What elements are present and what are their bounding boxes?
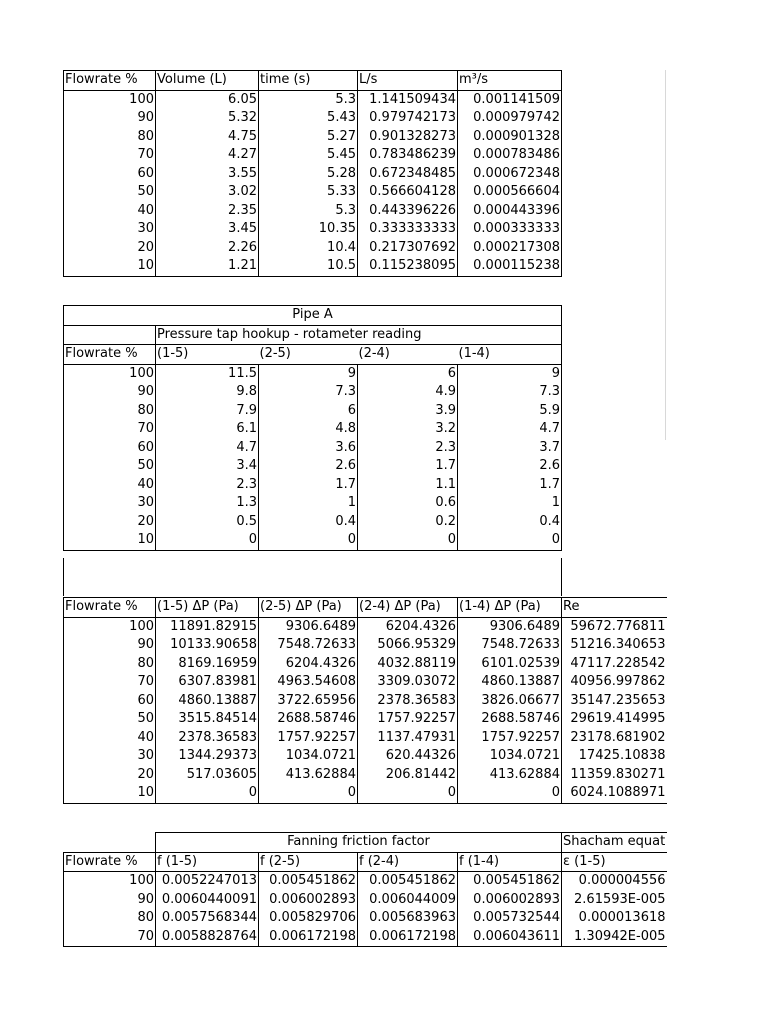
- header-cell: (2-4) ΔP (Pa): [358, 598, 458, 618]
- value-cell: 6101.02539: [458, 655, 562, 674]
- table-row: [64, 692, 667, 711]
- table-row: [64, 90, 562, 109]
- value-cell: 0.000783486: [458, 146, 562, 165]
- flowrate-cell: 30: [64, 747, 156, 766]
- value-cell: 0: [259, 784, 358, 803]
- value-cell: 5.3: [259, 202, 358, 221]
- value-cell: 3309.03072: [358, 673, 458, 692]
- value-cell: 2.61593E-005: [562, 891, 667, 910]
- value-cell: 5.3: [259, 90, 358, 109]
- flowrate-cell: 70: [64, 146, 156, 165]
- pipe-subtitle-row: [64, 325, 562, 345]
- table-row: [64, 747, 667, 766]
- value-cell: 3.7: [458, 439, 562, 458]
- value-cell: 0.005451862: [259, 872, 358, 891]
- value-cell: 2.3: [358, 439, 458, 458]
- header-cell: Flowrate %: [64, 71, 156, 91]
- value-cell: 9: [458, 364, 562, 383]
- table-row: [64, 457, 562, 476]
- value-cell: 0.901328273: [358, 128, 458, 147]
- value-cell: 620.44326: [358, 747, 458, 766]
- header-cell: Re: [562, 598, 667, 618]
- flowrate-cell: 90: [64, 891, 156, 910]
- value-cell: 0: [458, 784, 562, 803]
- value-cell: 35147.235653: [562, 692, 667, 711]
- table-row: [64, 784, 667, 803]
- value-cell: 2378.36583: [156, 729, 259, 748]
- value-cell: 1344.29373: [156, 747, 259, 766]
- value-cell: 6307.83981: [156, 673, 259, 692]
- value-cell: 0.333333333: [358, 220, 458, 239]
- pipe-a-table-body: [64, 364, 562, 550]
- value-cell: 5.33: [259, 183, 358, 202]
- table-row: [64, 146, 562, 165]
- table-row: [64, 128, 562, 147]
- flowrate-cell: 80: [64, 909, 156, 928]
- value-cell: 0.000333333: [458, 220, 562, 239]
- value-cell: 29619.414995: [562, 710, 667, 729]
- table-row: [64, 364, 562, 383]
- value-cell: 0.5: [156, 513, 259, 532]
- fanning-title-row: [64, 833, 667, 853]
- value-cell: 1034.0721: [259, 747, 358, 766]
- value-cell: 2.6: [458, 457, 562, 476]
- value-cell: 0.443396226: [358, 202, 458, 221]
- value-cell: 4.7: [458, 420, 562, 439]
- table-row: [64, 202, 562, 221]
- value-cell: 0.000115238: [458, 257, 562, 276]
- value-cell: 23178.681902: [562, 729, 667, 748]
- header-cell: f (2-5): [259, 852, 358, 872]
- value-cell: 0.000443396: [458, 202, 562, 221]
- header-cell: Volume (L): [156, 71, 259, 91]
- pressure-drop-table: [63, 597, 667, 804]
- value-cell: 10.35: [259, 220, 358, 239]
- value-cell: 0.005829706: [259, 909, 358, 928]
- value-cell: 9306.6489: [259, 617, 358, 636]
- header-cell: (2-5): [259, 345, 358, 365]
- value-cell: 0: [259, 531, 358, 550]
- value-cell: 6204.4326: [358, 617, 458, 636]
- value-cell: 11.5: [156, 364, 259, 383]
- header-cell: m³/s: [458, 71, 562, 91]
- value-cell: 5.45: [259, 146, 358, 165]
- header-cell: (1-5) ΔP (Pa): [156, 598, 259, 618]
- value-cell: 0.115238095: [358, 257, 458, 276]
- value-cell: 0.566604128: [358, 183, 458, 202]
- value-cell: 0.672348485: [358, 165, 458, 184]
- table-row: [64, 239, 562, 258]
- header-cell: f (1-5): [156, 852, 259, 872]
- table-row: [64, 909, 667, 928]
- value-cell: 1757.92257: [458, 729, 562, 748]
- table-row: [64, 766, 667, 785]
- table-row: [64, 729, 667, 748]
- value-cell: 4.75: [156, 128, 259, 147]
- flowrate-cell: 60: [64, 439, 156, 458]
- value-cell: 5.32: [156, 109, 259, 128]
- value-cell: 6204.4326: [259, 655, 358, 674]
- value-cell: 1.7: [458, 476, 562, 495]
- value-cell: 3.2: [358, 420, 458, 439]
- value-cell: 1.7: [259, 476, 358, 495]
- value-cell: 1034.0721: [458, 747, 562, 766]
- value-cell: 4032.88119: [358, 655, 458, 674]
- value-cell: 0.4: [259, 513, 358, 532]
- value-cell: 7.3: [259, 383, 358, 402]
- value-cell: 1.1: [358, 476, 458, 495]
- flowrate-cell: 100: [64, 872, 156, 891]
- value-cell: 1: [259, 494, 358, 513]
- value-cell: 0.006043611: [458, 928, 562, 947]
- shacham-title: Shacham equat: [562, 833, 667, 853]
- value-cell: 4860.13887: [156, 692, 259, 711]
- value-cell: 0.979742173: [358, 109, 458, 128]
- value-cell: 0.000566604: [458, 183, 562, 202]
- value-cell: 7548.72633: [259, 636, 358, 655]
- value-cell: 206.81442: [358, 766, 458, 785]
- value-cell: 0: [358, 531, 458, 550]
- value-cell: 10133.90658: [156, 636, 259, 655]
- flowrate-cell: 30: [64, 494, 156, 513]
- value-cell: 0.000013618: [562, 909, 667, 928]
- value-cell: 0.006002893: [259, 891, 358, 910]
- flowrate-cell: 60: [64, 692, 156, 711]
- value-cell: 3.9: [358, 402, 458, 421]
- value-cell: 4860.13887: [458, 673, 562, 692]
- value-cell: 3.55: [156, 165, 259, 184]
- header-cell: (1-4) ΔP (Pa): [458, 598, 562, 618]
- flowrate-cell: 10: [64, 257, 156, 276]
- header-cell: f (2-4): [358, 852, 458, 872]
- value-cell: 0.000217308: [458, 239, 562, 258]
- value-cell: 0: [156, 531, 259, 550]
- value-cell: 3.45: [156, 220, 259, 239]
- pipe-title: Pipe A: [64, 306, 562, 326]
- value-cell: 9306.6489: [458, 617, 562, 636]
- value-cell: 0: [156, 784, 259, 803]
- flowrate-cell: 100: [64, 364, 156, 383]
- value-cell: 2.3: [156, 476, 259, 495]
- value-cell: 3.6: [259, 439, 358, 458]
- value-cell: 0.001141509: [458, 90, 562, 109]
- value-cell: 11359.830271: [562, 766, 667, 785]
- value-cell: 40956.997862: [562, 673, 667, 692]
- flowrate-cell: 80: [64, 402, 156, 421]
- blank-cell: [64, 325, 156, 345]
- value-cell: 47117.228542: [562, 655, 667, 674]
- value-cell: 1.30942E-005: [562, 928, 667, 947]
- flowrate-cell: 50: [64, 710, 156, 729]
- flowrate-cell: 70: [64, 420, 156, 439]
- value-cell: 413.62884: [458, 766, 562, 785]
- value-cell: 5.27: [259, 128, 358, 147]
- table-header-row: [64, 852, 667, 872]
- value-cell: 6024.1088971: [562, 784, 667, 803]
- table-header-row: [64, 345, 562, 365]
- value-cell: 1: [458, 494, 562, 513]
- flowrate-cell: 70: [64, 928, 156, 947]
- value-cell: 0.0057568344: [156, 909, 259, 928]
- value-cell: 6.05: [156, 90, 259, 109]
- value-cell: 2688.58746: [259, 710, 358, 729]
- header-cell: f (1-4): [458, 852, 562, 872]
- value-cell: 2.35: [156, 202, 259, 221]
- value-cell: 0.000672348: [458, 165, 562, 184]
- header-cell: (1-4): [458, 345, 562, 365]
- pipe-title-row: [64, 306, 562, 326]
- value-cell: 0.6: [358, 494, 458, 513]
- value-cell: 2.26: [156, 239, 259, 258]
- value-cell: 0.005683963: [358, 909, 458, 928]
- blank-cell: [64, 833, 156, 853]
- table-row: [64, 165, 562, 184]
- header-cell: (2-4): [358, 345, 458, 365]
- flowrate-cell: 20: [64, 766, 156, 785]
- header-cell: time (s): [259, 71, 358, 91]
- flowrate-cell: 100: [64, 617, 156, 636]
- flowrate-cell: 90: [64, 636, 156, 655]
- value-cell: 0.783486239: [358, 146, 458, 165]
- flowrate-cell: 10: [64, 531, 156, 550]
- value-cell: 6.1: [156, 420, 259, 439]
- value-cell: 3515.84514: [156, 710, 259, 729]
- header-cell: L/s: [358, 71, 458, 91]
- value-cell: 0.2: [358, 513, 458, 532]
- value-cell: 0: [458, 531, 562, 550]
- value-cell: 5.28: [259, 165, 358, 184]
- pipe-a-table: [63, 305, 562, 551]
- table-row: [64, 928, 667, 947]
- value-cell: 3.4: [156, 457, 259, 476]
- flowrate-cell: 80: [64, 128, 156, 147]
- value-cell: 4.9: [358, 383, 458, 402]
- value-cell: 59672.776811: [562, 617, 667, 636]
- value-cell: 10.4: [259, 239, 358, 258]
- table-row: [64, 220, 562, 239]
- value-cell: 6: [358, 364, 458, 383]
- value-cell: 0.005451862: [358, 872, 458, 891]
- table-row: [64, 257, 562, 276]
- table-row: [64, 531, 562, 550]
- fanning-title: Fanning friction factor: [156, 833, 562, 853]
- value-cell: 1.3: [156, 494, 259, 513]
- pipe-subtitle: Pressure tap hookup - rotameter reading: [156, 325, 562, 345]
- value-cell: 9: [259, 364, 358, 383]
- value-cell: 3722.65956: [259, 692, 358, 711]
- value-cell: 0.006172198: [358, 928, 458, 947]
- value-cell: 6: [259, 402, 358, 421]
- header-cell: ε (1-5): [562, 852, 667, 872]
- value-cell: 5.9: [458, 402, 562, 421]
- value-cell: 1757.92257: [358, 710, 458, 729]
- table-row: [64, 494, 562, 513]
- value-cell: 0.0060440091: [156, 891, 259, 910]
- header-cell: Flowrate %: [64, 852, 156, 872]
- value-cell: 4.27: [156, 146, 259, 165]
- value-cell: 413.62884: [259, 766, 358, 785]
- value-cell: 9.8: [156, 383, 259, 402]
- value-cell: 7.3: [458, 383, 562, 402]
- value-cell: 5.43: [259, 109, 358, 128]
- value-cell: 1757.92257: [259, 729, 358, 748]
- table-row: [64, 476, 562, 495]
- value-cell: 3826.06677: [458, 692, 562, 711]
- table-row: [64, 617, 667, 636]
- value-cell: 4.7: [156, 439, 259, 458]
- value-cell: 0.4: [458, 513, 562, 532]
- flowrate-cell: 50: [64, 183, 156, 202]
- value-cell: 8169.16959: [156, 655, 259, 674]
- value-cell: 4963.54608: [259, 673, 358, 692]
- flowrate-cell: 60: [64, 165, 156, 184]
- value-cell: 0.000004556: [562, 872, 667, 891]
- value-cell: 2378.36583: [358, 692, 458, 711]
- table-header-row: [64, 71, 562, 91]
- table-row: [64, 383, 562, 402]
- table-row: [64, 109, 562, 128]
- flowrate-cell: 10: [64, 784, 156, 803]
- flowrate-cell: 30: [64, 220, 156, 239]
- table-row: [64, 872, 667, 891]
- value-cell: 0.005732544: [458, 909, 562, 928]
- value-cell: 17425.10838: [562, 747, 667, 766]
- flow-table-body: [64, 90, 562, 276]
- table-row: [64, 513, 562, 532]
- value-cell: 1.7: [358, 457, 458, 476]
- value-cell: 5066.95329: [358, 636, 458, 655]
- value-cell: 3.02: [156, 183, 259, 202]
- header-cell: Flowrate %: [64, 598, 156, 618]
- value-cell: 0.000979742: [458, 109, 562, 128]
- value-cell: 11891.82915: [156, 617, 259, 636]
- header-cell: (2-5) ΔP (Pa): [259, 598, 358, 618]
- page-divider-line: [665, 70, 666, 440]
- table-row: [64, 710, 667, 729]
- value-cell: 2688.58746: [458, 710, 562, 729]
- blank-spacer-row: [63, 558, 562, 596]
- flowrate-cell: 50: [64, 457, 156, 476]
- value-cell: 2.6: [259, 457, 358, 476]
- value-cell: 0.005451862: [458, 872, 562, 891]
- flowrate-cell: 90: [64, 383, 156, 402]
- flowrate-cell: 20: [64, 513, 156, 532]
- value-cell: 4.8: [259, 420, 358, 439]
- value-cell: 51216.340653: [562, 636, 667, 655]
- value-cell: 0.006044009: [358, 891, 458, 910]
- table-row: [64, 673, 667, 692]
- value-cell: 0.217307692: [358, 239, 458, 258]
- value-cell: 1.141509434: [358, 90, 458, 109]
- value-cell: 7.9: [156, 402, 259, 421]
- table-row: [64, 655, 667, 674]
- table-row: [64, 183, 562, 202]
- flowrate-cell: 90: [64, 109, 156, 128]
- value-cell: 0.006172198: [259, 928, 358, 947]
- value-cell: 1.21: [156, 257, 259, 276]
- table-header-row: [64, 598, 667, 618]
- table-row: [64, 439, 562, 458]
- value-cell: 1137.47931: [358, 729, 458, 748]
- pressure-drop-table-body: [64, 617, 667, 803]
- fanning-table-body: [64, 872, 667, 947]
- value-cell: 0.006002893: [458, 891, 562, 910]
- header-cell: (1-5): [156, 345, 259, 365]
- value-cell: 7548.72633: [458, 636, 562, 655]
- value-cell: 10.5: [259, 257, 358, 276]
- table-row: [64, 636, 667, 655]
- value-cell: 0.000901328: [458, 128, 562, 147]
- fanning-friction-table: [63, 832, 667, 947]
- table-row: [64, 420, 562, 439]
- table-row: [64, 891, 667, 910]
- flowrate-cell: 100: [64, 90, 156, 109]
- header-cell: Flowrate %: [64, 345, 156, 365]
- value-cell: 0.0052247013: [156, 872, 259, 891]
- flowrate-cell: 70: [64, 673, 156, 692]
- flowrate-cell: 20: [64, 239, 156, 258]
- flowrate-cell: 80: [64, 655, 156, 674]
- flowrate-cell: 40: [64, 729, 156, 748]
- table-row: [64, 402, 562, 421]
- flowrate-cell: 40: [64, 202, 156, 221]
- value-cell: 0: [358, 784, 458, 803]
- value-cell: 0.0058828764: [156, 928, 259, 947]
- flowrate-cell: 40: [64, 476, 156, 495]
- flow-table: [63, 70, 562, 277]
- value-cell: 517.03605: [156, 766, 259, 785]
